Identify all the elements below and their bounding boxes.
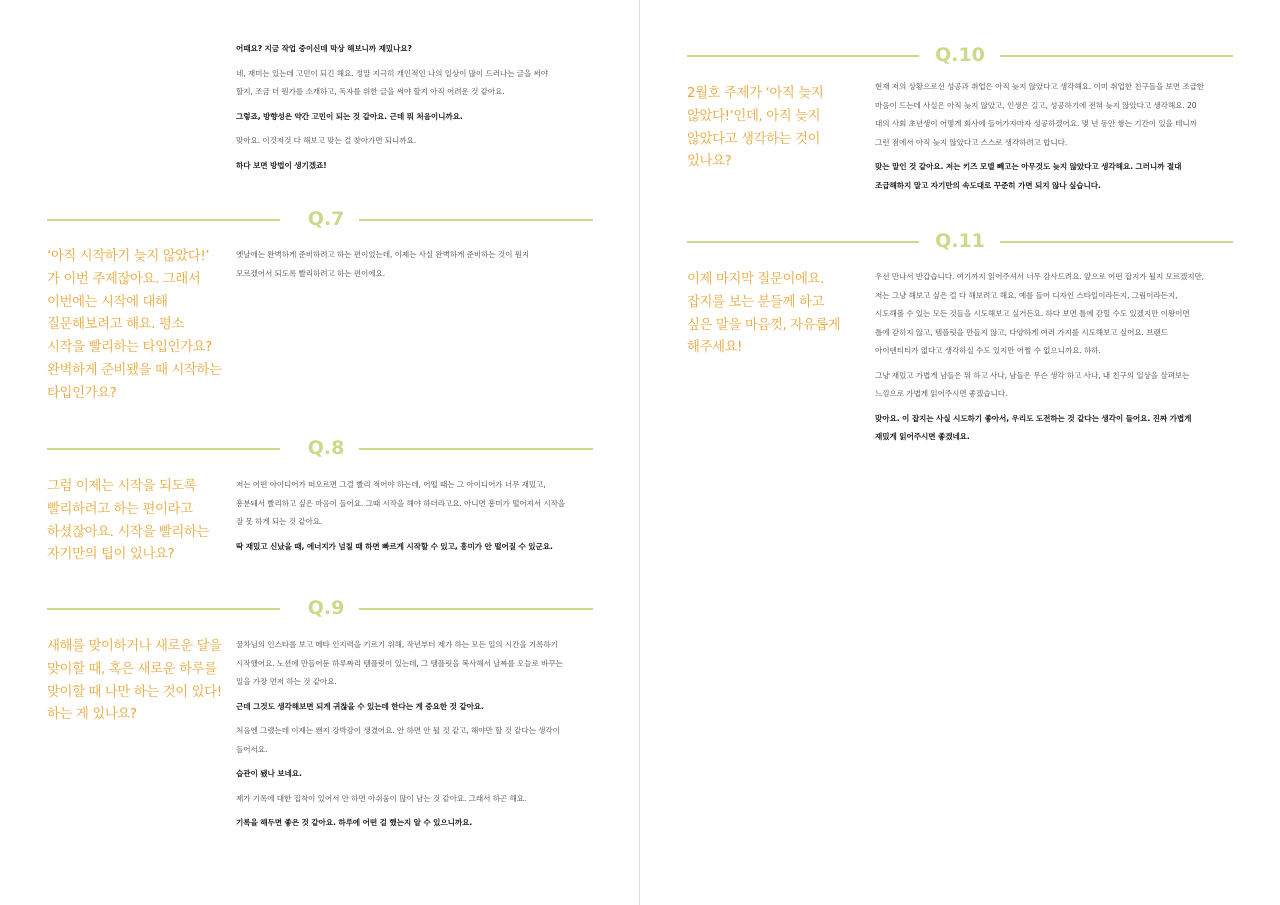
answer-paragraph: 우선 만나서 반갑습니다. 여기까지 읽어주셔서 너무 감사드려요. 앞으로 어떤 잡지가 될지 모르겠지만, 저는 그냥 해보고 싶은 걸 다 해보려고 해요. 예를 들어 디자인 스타일이라든지, 그림이라든지, 시도해볼 수 있는 모든 것들을 시도해보고 싶거든요. 하다 보면 틀에 갇힐 수도 있겠지만 이왕이면 틀에 갇히지 않고, 템플릿을 만들지 않고, 다양하게 여러 가지를 시도해보고 싶어요. 브랜드 아이덴티티가 없다고 생각하실 수도 있지만 어쩔 수 없으니까요. 하하.: [875, 272, 1205, 355]
q9-rule-left: [47, 608, 280, 610]
q9-question: 새해를 맞이하거나 새로운 달을 맞이할 때, 혹은 새로운 하루를 맞이할 때 나만 하는 것이 있다! 하는 게 있나요?: [47, 639, 222, 723]
answer-paragraph: 네, 재미는 있는데 고민이 되긴 해요. 정말 지극히 개인적인 나의 일상이 많이 드러나는 글을 써야 할지, 조금 더 뭔가를 소개하고, 독자를 위한 글을 써야 할지 아직 어려운 것 같아요.: [236, 68, 548, 96]
q11-rule-right: [1000, 241, 1233, 243]
q10-rule-right: [1000, 55, 1233, 57]
q8-rule-left: [47, 448, 280, 450]
q7-header: [47, 207, 593, 231]
interviewer-line: 맞는 말인 것 같아요. 저는 키즈 모델 빼고는 아무것도 늦지 않았다고 생각해요. 그러니까 절대 조급해하지 말고 자기만의 속도대로 꾸준히 가면 되지 않나 싶습니다.: [875, 162, 1182, 190]
answer-paragraph: 꿀차님의 인스타를 보고 메타 인지력을 기르기 위해, 작년부터 제가 하는 모든 일의 시간을 기록하기 시작했어요. 노션에 만들어둔 하루짜리 템플릿이 있는데, 그 템플릿을 복사해서 날짜를 오늘로 바꾸는 일을 가장 먼저 하는 것 같아요.: [236, 640, 563, 686]
answer-paragraph: 그냥 재밌고 가볍게 남들은 뭐 하고 사나, 남들은 무슨 생각 하고 사나, 내 친구의 일상을 살펴보는 느낌으로 가볍게 읽어주시면 좋겠습니다.: [875, 370, 1190, 398]
interviewer-line: 습관이 됐나 보네요.: [236, 769, 302, 778]
q10-header: [687, 43, 1233, 67]
interviewer-line: 하다 보면 방법이 생기겠죠!: [236, 160, 327, 170]
q11-label: Q.11: [935, 230, 985, 252]
q7-rule-right: [359, 219, 593, 221]
q10-answer: [875, 78, 1220, 201]
answer-paragraph: 옛날에는 완벽하게 준비하려고 하는 편이었는데, 이제는 사실 완벽하게 준비하는 것이 뭔지 모르겠어서 되도록 빨리하려고 하는 편이에요.: [236, 250, 530, 278]
interviewer-line: 근데 그것도 생각해보면 되게 귀찮을 수 있는데 한다는 게 중요한 것 같아요.: [236, 701, 484, 711]
q11-question: 이제 마지막 질문이에요. 잡지를 보는 분들께 하고 싶은 말을 마음껏, 자유롭게 해주세요!: [687, 272, 841, 356]
answer-paragraph: 제가 기록에 대한 집착이 있어서 안 하면 아쉬움이 많이 남는 것 같아요. 그래서 하곤 해요.: [236, 793, 527, 803]
interviewer-line: 어때요? 지금 작업 중이신데 막상 해보니까 재밌나요?: [236, 44, 412, 53]
q9-rule-right: [359, 608, 593, 610]
q10-label: Q.10: [935, 44, 985, 66]
q9-header: [47, 596, 593, 620]
q7-answer: [236, 246, 581, 289]
interviewer-line: 그렇죠, 방향성은 약간 고민이 되는 것 같아요. 근데 뭐 처음이니까요.: [236, 111, 463, 121]
interviewer-line: 딱 재밌고 신났을 때, 에너지가 넘칠 때 하면 빠르게 시작할 수 있고, 흥미가 안 떨어질 수 있군요.: [236, 541, 553, 551]
q8-header: [47, 436, 593, 460]
q8-question: 그럼 이제는 시작을 되도록 빨리하려고 하는 편이라고 하셨잖아요. 시작을 빨리하는 자기만의 팁이 있나요?: [47, 479, 209, 563]
left-page: [0, 0, 639, 905]
q10-rule-left: [687, 55, 919, 57]
q11-answer: [875, 268, 1220, 453]
q9-label: Q.9: [307, 597, 345, 619]
intro-dialogue: [236, 40, 581, 181]
q7-label: Q.7: [307, 208, 345, 230]
q7-rule-left: [47, 219, 280, 221]
q10-question: 2월호 주제가 ‘아직 늦지 않았다!’인데, 아직 늦지 않았다고 생각하는 것이 있나요?: [687, 86, 824, 170]
q7-question: ‘아직 시작하기 늦지 않았다!’ 가 이번 주제잖아요. 그래서 이번에는 시작에 대해 질문해보려고 해요. 평소 시작을 빨리하는 타입인가요? 완벽하게 준비됐을 때 시작하는 타입인가요?: [47, 249, 222, 401]
q11-header: [687, 229, 1233, 253]
right-page: [640, 0, 1280, 905]
interviewer-line: 맞아요. 이 잡지는 사실 시도하기 좋아서, 우리도 도전하는 것 같다는 생각이 들어요. 진짜 가볍게 재밌게 읽어주시면 좋겠네요.: [875, 413, 1192, 441]
interviewer-line: 기록을 해두면 좋은 것 같아요. 하루에 어떤 걸 했는지 알 수 있으니까요.: [236, 818, 473, 827]
q11-rule-left: [687, 241, 919, 243]
q9-answer: [236, 636, 581, 839]
answer-paragraph: 맞아요. 이것저것 다 해보고 맞는 걸 찾아가면 되니까요.: [236, 136, 417, 145]
answer-paragraph: 현재 저의 상황으로선 성공과 취업은 아직 늦지 않았다고 생각해요. 이미 취업한 친구들을 보면 조급한 마음이 드는데 사실은 아직 늦지 않았고, 인생은 길고, 성공하기에 전혀 늦지 않았다고 생각해요. 20 대의 사회 초년생이 어떻게 회사에 들어가자마자 성공하겠어요. 몇 년 동안 쌓는 기간이 있을 테니까 그런 점에서 아직 늦지 않았다고 스스로 생각하려고 합니다.: [875, 82, 1205, 147]
q8-label: Q.8: [307, 437, 345, 459]
answer-paragraph: 저는 어떤 아이디어가 떠오르면 그걸 빨리 적어야 하는데, 어떨 때는 그 아이디어가 너무 재밌고, 흥분돼서 빨리하고 싶은 마음이 들어요. 그때 시작을 해야 하더라고요. 아니면 흥미가 떨어져서 시작을 잘 못 하게 되는 것 같아요.: [236, 480, 566, 526]
q8-answer: [236, 476, 581, 562]
answer-paragraph: 처음엔 그랬는데 이제는 왠지 강박감이 생겼어요. 안 하면 안 될 것 같고, 해야만 할 것 같다는 생각이 들어서요.: [236, 726, 560, 754]
q8-rule-right: [359, 448, 593, 450]
